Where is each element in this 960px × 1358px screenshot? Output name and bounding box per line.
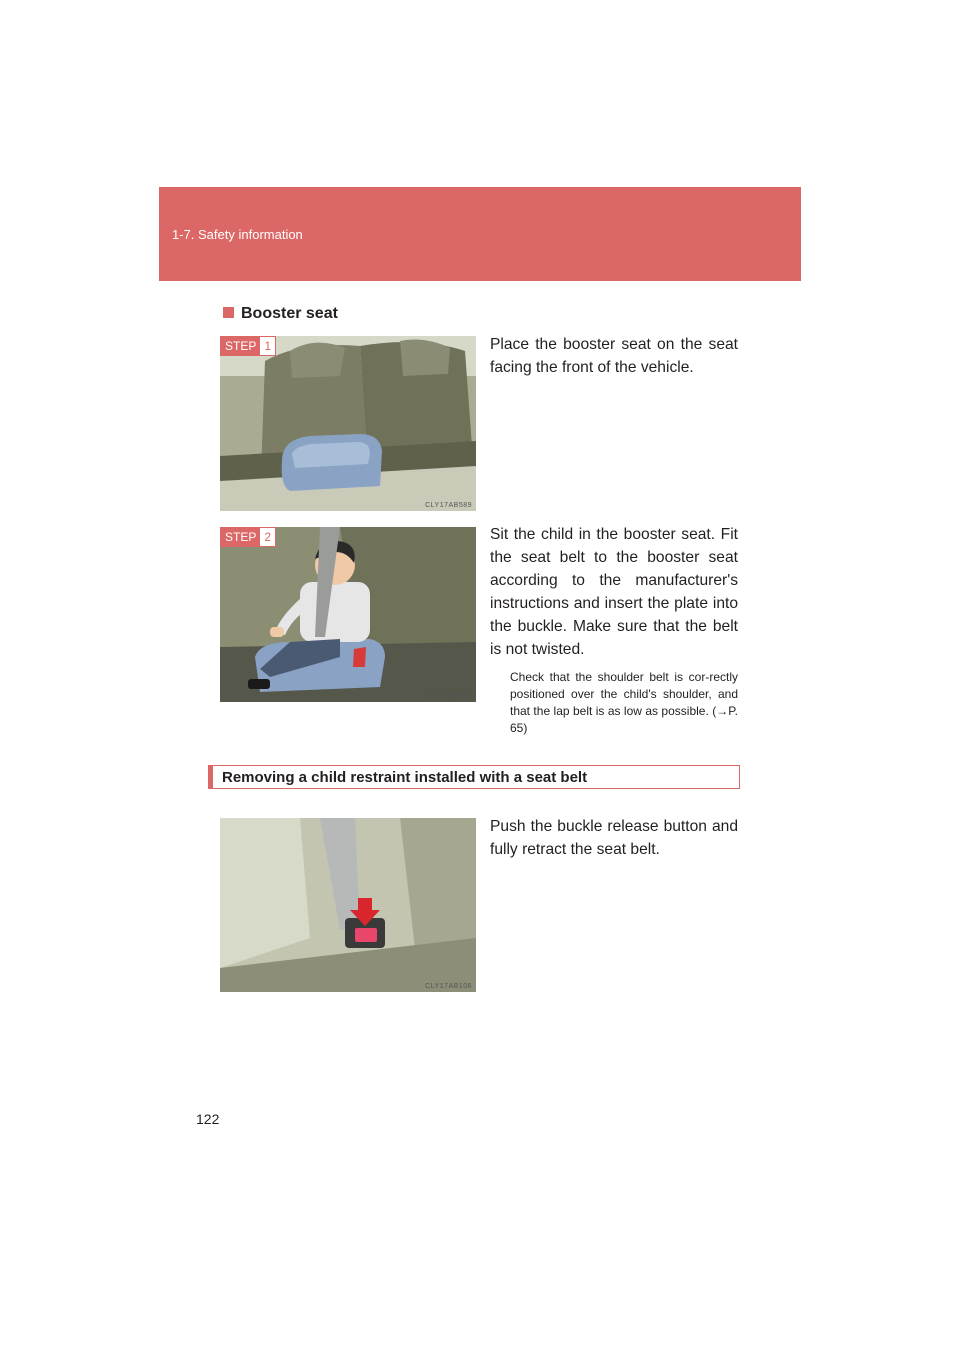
- figure-code: CLY17AB106: [425, 983, 472, 990]
- step1-text: Place the booster seat on the seat facing the front of the vehicle.: [490, 336, 738, 376]
- square-bullet-icon: [223, 307, 234, 318]
- figure-code: CLY17AB589: [425, 502, 472, 509]
- step-label: STEP: [221, 528, 260, 546]
- step-label: STEP: [221, 337, 260, 355]
- figure-code: CLY17AB590: [425, 693, 472, 700]
- subheading: [223, 305, 338, 323]
- child-in-booster-figure: [220, 527, 476, 702]
- step2-text: Sit the child in the booster seat. Fit the seat belt to the booster seat according to the manufacturer's instructions and insert the plate into the buckle. Make sure that the belt is not twisted.: [490, 526, 738, 658]
- step2-note: Check that the shoulder belt is cor-rectly positioned over the child's shoulder, and that the lap belt is as low as possible. (→P. 65): [510, 670, 738, 735]
- step-number: 1: [264, 339, 272, 353]
- step2-badge: [220, 527, 276, 547]
- removal-text: Push the buckle release button and fully retract the seat belt.: [490, 818, 738, 858]
- page-number: 122: [196, 1111, 220, 1127]
- child-in-booster-illustration: [220, 527, 476, 702]
- booster-seat-figure: [220, 336, 476, 511]
- section-heading-box: [208, 765, 740, 789]
- step-number: 2: [264, 530, 272, 544]
- step1-badge: [220, 336, 276, 356]
- section-title: 1-7. Safety information: [172, 227, 303, 242]
- buckle-release-figure: [220, 818, 476, 992]
- subheading-text: Booster seat: [241, 305, 338, 322]
- booster-seat-illustration: [220, 336, 476, 511]
- buckle-release-illustration: [220, 818, 476, 992]
- section-heading: Removing a child restraint installed with a seat belt: [222, 769, 588, 786]
